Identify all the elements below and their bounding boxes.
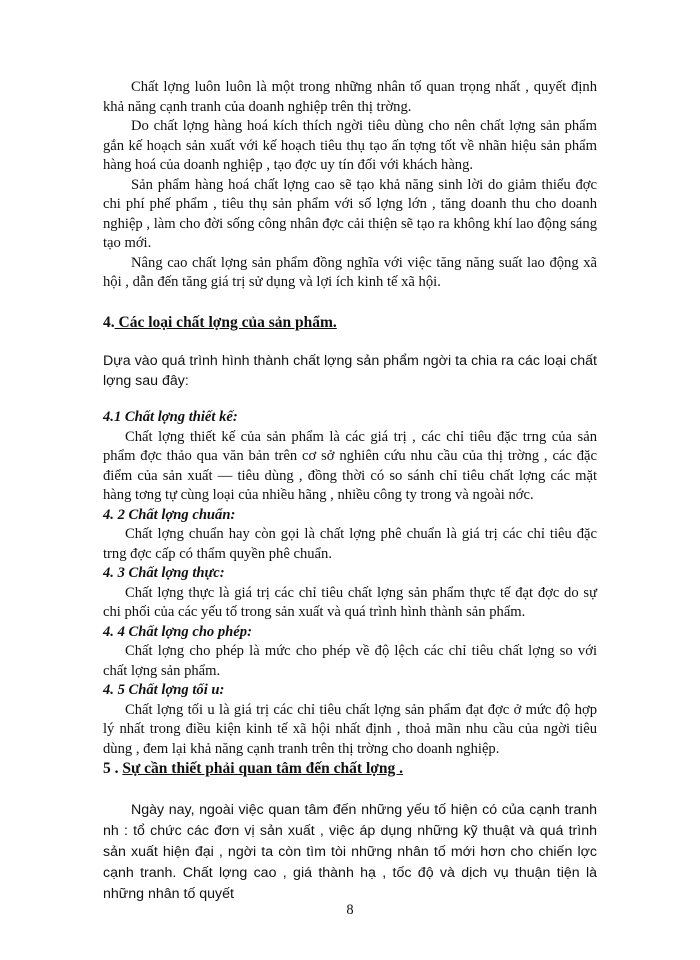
section-5-body [103, 800, 597, 905]
subsection-heading: 4. 2 Chất lợng chuẩn: [103, 506, 236, 523]
paragraph: Chất lợng thiết kế của sản phẩm là các giá trị , các chỉ tiêu đặc trng của sản phẩm đợc thảo qua văn bản trên cơ sở nghiên cứu nhu cầu của thị trờng , các đặc điểm của sản xuất — tiêu dùng , đồng thời có so sánh chỉ tiêu chất lợng các mặt hàng tơng tự cùng loại của nhiều hãng , nhiều công ty trong và ngoài nớc. [103, 428, 597, 503]
paragraph: Nâng cao chất lợng sản phẩm đồng nghĩa với việc tăng năng suất lao động xã hội , dẫn đến tăng giá trị sử dụng và lợi ích kinh tế xã hội. [103, 254, 597, 290]
section-4-intro [103, 352, 597, 391]
intro-section [103, 78, 597, 293]
paragraph: Chất lợng chuẩn hay còn gọi là chất lợng phê chuẩn là giá trị các chỉ tiêu đặc trng đợc cấp có thẩm quyền phê chuẩn. [103, 526, 597, 562]
section-number: 4. [103, 314, 115, 331]
paragraph: Chất lợng cho phép là mức cho phép về độ lệch các chỉ tiêu chất lợng so với chất lợng sản phẩm. [103, 643, 597, 679]
section-number: 5 . [103, 760, 119, 777]
section-5-heading [103, 760, 403, 778]
subsection-heading: 4. 3 Chất lợng thực: [103, 565, 225, 581]
paragraph: Do chất lợng hàng hoá kích thích ngời tiêu dùng cho nên chất lợng sản phẩm gắn kế hoạch sản xuất với kế hoạch tiêu thụ tạo ấn tợng tốt về nhãn hiệu sản phẩm hàng hoá của doanh nghiệp , tạo đợc uy tín đối với khách hàng. [103, 118, 597, 173]
paragraph: Sản phẩm hàng hoá chất lợng cao sẽ tạo khả năng sinh lời do giảm thiểu đợc chi phí phế phẩm , tiêu thụ sản phẩm với số lợng lớn , tăng doanh thu cho doanh nghiệp , làm cho đời sống công nhân đợc cải thiện sẽ tạo ra không khí lao động sáng tạo mới. [103, 176, 597, 251]
section-title: Các loại chất lợng của sản phẩm. [114, 314, 337, 331]
paragraph: Chất lợng luôn luôn là một trong những nhân tố quan trọng nhất , quyết định khả năng cạnh tranh của doanh nghiệp trên thị trờng. [103, 79, 597, 115]
section-title: Sự cần thiết phải quan tâm đến chất lợng . [122, 760, 403, 777]
paragraph: Chất lợng thực là giá trị các chỉ tiêu chất lợng sản phẩm thực tế đạt đợc do sự chi phối của các yếu tố trong sản xuất và quá trình hình thành sản phẩm. [103, 584, 597, 620]
page-number: 8 [346, 902, 354, 918]
paragraph: Ngày nay, ngoài việc quan tâm đến những yếu tố hiện có của cạnh tranh nh : tổ chức các đơn vị sản xuất , việc áp dụng những kỹ thuật và quá trình sản xuất hiện đại , ngời ta còn tìm tòi những nhân tố mới hơn cho chiến lợc cạnh tranh. Chất lợng cao , giá thành hạ , tốc độ và dịch vụ thuận tiện là những nhân tố quyết [103, 802, 597, 902]
subsection-heading: 4. 4 Chất lợng cho phép: [103, 623, 252, 640]
subsection-heading: 4.1 Chất lợng thiết kế: [103, 409, 238, 425]
subsection-heading: 4. 5 Chất lợng tối u: [103, 682, 225, 698]
section-4-items [103, 408, 597, 759]
section-4-heading [103, 314, 337, 332]
paragraph: Dựa vào quá trình hình thành chất lợng sản phẩm ngời ta chia ra các loại chất lợng sau đây: [103, 353, 597, 389]
paragraph: Chất lợng tối u là giá trị các chỉ tiêu chất lợng sản phẩm đạt đợc ở mức độ hợp lý nhất trong điều kiện kinh tế xã hội nhất định , thoả mãn nhu cầu của ngời tiêu dùng , đem lại khả năng cạnh tranh trên thị trờng cho doanh nghiệp. [103, 701, 597, 757]
